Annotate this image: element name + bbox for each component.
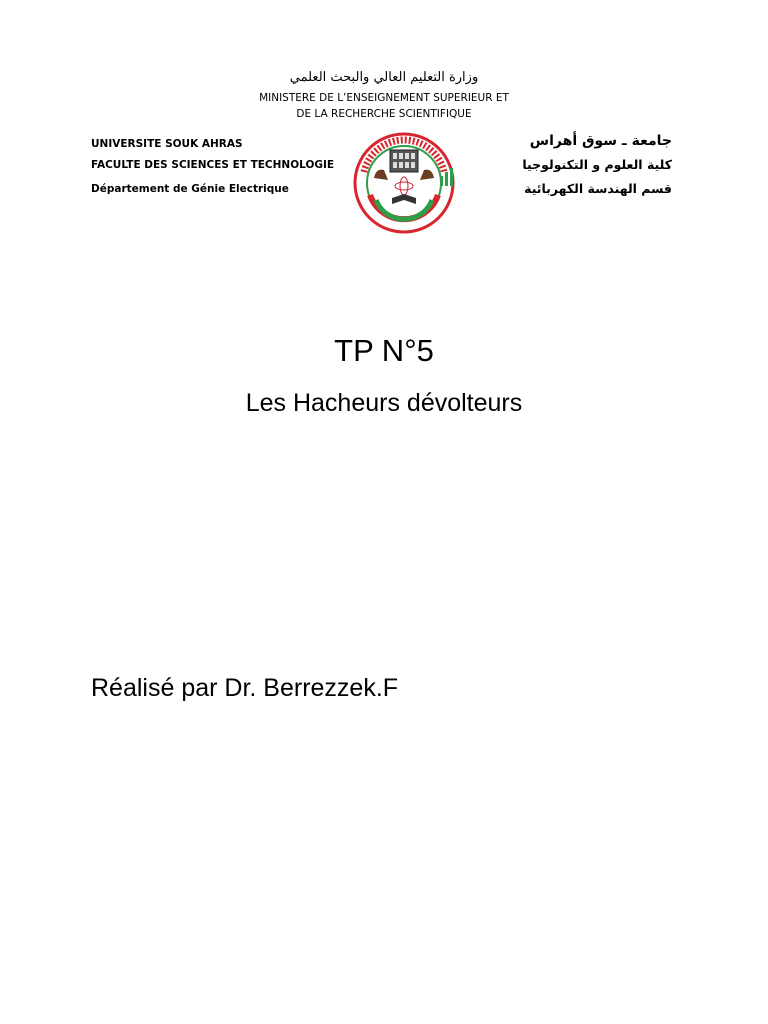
ministry-arabic-title: وزارة التعليم العالي والبحث العلمي [289,70,479,85]
department-name-ar: قسم الهندسة الكهربائية [524,181,672,196]
institution-french-block [91,138,334,204]
ministry-french-line-1: MINISTERE DE L’ENSEIGNEMENT SUPERIEUR ET [259,92,509,104]
university-seal-logo [352,132,456,234]
author-line: Réalisé par Dr. Berrezzek.F [91,674,399,702]
university-name-ar: جامعة ـ سوق أهراس [529,133,672,149]
institution-arabic-block [522,133,672,196]
document-subtitle: Les Hacheurs dévolteurs [245,389,523,417]
department-name-fr: Département de Génie Electrique [91,183,289,195]
faculty-name-fr: FACULTE DES SCIENCES ET TECHNOLOGIE [91,159,335,171]
faculty-name-ar: كلية العلوم و التكنولوجيا [522,157,672,172]
seal-icon [352,132,456,234]
ministry-french-line-2: DE LA RECHERCHE SCIENTIFIQUE [296,108,472,120]
ministry-french-title [0,90,768,122]
university-name-fr: UNIVERSITE SOUK AHRAS [91,138,243,150]
document-title: TP N°5 [334,333,434,368]
